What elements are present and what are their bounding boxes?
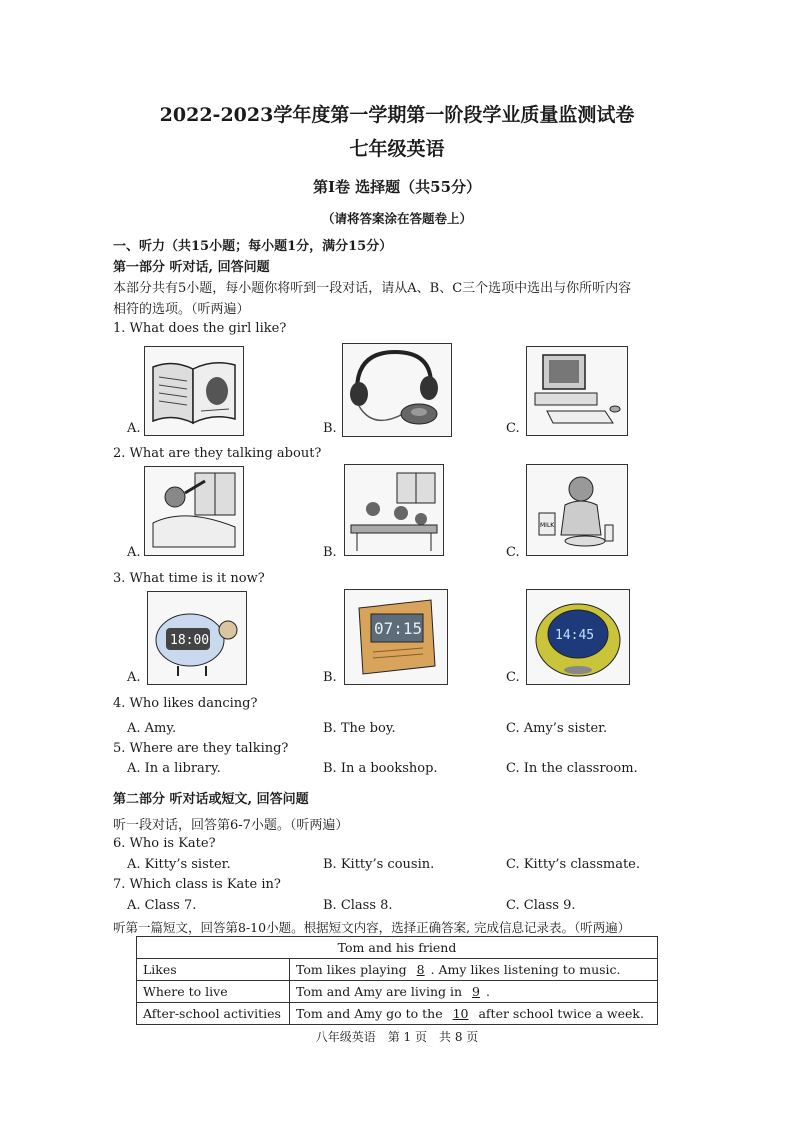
q7-option-a: A. Class 7. — [127, 898, 197, 913]
question-4: 4. Who likes dancing? — [113, 696, 258, 711]
question-6: 6. Who is Kate? — [113, 836, 216, 851]
clock-b-time: 07:15 — [374, 619, 423, 638]
option-b-label: B. — [323, 670, 337, 685]
q7-option-b: B. Class 8. — [323, 898, 393, 913]
computer-icon — [527, 347, 627, 435]
listening-heading: 一、听力（共15小题；每小题1分，满分15分） — [113, 239, 393, 254]
exam-subject: 七年级英语 — [349, 138, 445, 160]
sheep-clock-picture — [147, 591, 247, 685]
part1-intro-line1: 本部分共有5小题，每小题你将听到一段对话，请从A、B、C三个选项中选出与你所听内容 — [113, 281, 632, 296]
table-row — [137, 981, 658, 1003]
option-c-label: C. — [506, 421, 520, 436]
clock-c-time: 14:45 — [555, 628, 595, 643]
option-b-label: B. — [323, 421, 337, 436]
answer-blank-9[interactable]: 9 — [472, 984, 480, 999]
exam-title: 2022-2023学年度第一学期第一阶段学业质量监测试卷 — [159, 104, 635, 126]
round-clock-icon — [527, 590, 629, 684]
answer-blank-8[interactable]: 8 — [416, 962, 425, 977]
computer-picture — [526, 346, 628, 436]
option-b-label: B. — [323, 545, 337, 560]
open-book-icon — [145, 347, 243, 435]
page-footer: 八年级英语 第 1 页 共 8 页 — [315, 1030, 479, 1044]
question-7: 7. Which class is Kate in? — [113, 877, 281, 892]
breakfast-icon — [527, 465, 627, 555]
part1-heading: 第一部分 听对话, 回答问题 — [113, 260, 270, 275]
question-1: 1. What does the girl like? — [113, 321, 287, 336]
sheep-clock-icon — [148, 592, 246, 684]
option-c-label: C. — [506, 670, 520, 685]
book-picture — [144, 346, 244, 436]
breakfast-picture — [526, 464, 628, 556]
table-title-row — [137, 937, 658, 959]
headphones-icon — [343, 344, 451, 436]
question-3: 3. What time is it now? — [113, 571, 265, 586]
row-label: After-school activities — [137, 1003, 290, 1025]
q5-option-a: A. In a library. — [127, 761, 221, 776]
q6-option-b: B. Kitty’s cousin. — [323, 857, 435, 872]
classroom-icon — [345, 465, 443, 555]
table-title: Tom and his friend — [137, 937, 658, 959]
bed-wakeup-icon — [145, 467, 243, 555]
table-row — [137, 1003, 658, 1025]
option-a-label: A. — [127, 545, 141, 560]
part-title: 第I卷 选择题（共55分） — [312, 178, 482, 196]
q5-option-c: C. In the classroom. — [506, 761, 638, 776]
answer-note: （请将答案涂在答题卷上） — [321, 211, 472, 226]
q6-option-c: C. Kitty’s classmate. — [506, 857, 641, 872]
question-2: 2. What are they talking about? — [113, 446, 322, 461]
part1-intro-line2: 相符的选项。（听两遍） — [113, 302, 250, 317]
q7-option-c: C. Class 9. — [506, 898, 576, 913]
row-content: Tom likes playing 8 . Amy likes listening to music. — [290, 959, 658, 981]
clock-a-time: 18:00 — [170, 633, 210, 648]
row-label: Likes — [137, 959, 290, 981]
q4-option-c: C. Amy’s sister. — [506, 721, 608, 736]
digital-clock-icon — [345, 590, 447, 684]
q5-option-b: B. In a bookshop. — [323, 761, 438, 776]
row-content: Tom and Amy go to the 10 after school twice a week. — [290, 1003, 658, 1025]
info-record-table — [136, 936, 658, 1025]
row-content: Tom and Amy are living in 9 . — [290, 981, 658, 1003]
table-clock-picture — [344, 589, 448, 685]
q4-option-a: A. Amy. — [127, 721, 177, 736]
answer-blank-10[interactable]: 10 — [452, 1006, 469, 1021]
option-c-label: C. — [506, 545, 520, 560]
part2-intro: 听一段对话，回答第6-7小题。（听两遍） — [113, 818, 349, 833]
classroom-picture — [344, 464, 444, 556]
waking-up-picture — [144, 466, 244, 556]
row-label: Where to live — [137, 981, 290, 1003]
option-a-label: A. — [127, 421, 141, 436]
option-a-label: A. — [127, 670, 141, 685]
q4-option-b: B. The boy. — [323, 721, 396, 736]
table-row — [137, 959, 658, 981]
headphones-picture — [342, 343, 452, 437]
passage-intro: 听第一篇短文，回答第8-10小题。根据短文内容，选择正确答案, 完成信息记录表。（听两遍） — [113, 920, 631, 935]
question-5: 5. Where are they talking? — [113, 741, 289, 756]
round-clock-picture — [526, 589, 630, 685]
part2-heading: 第二部分 听对话或短文, 回答问题 — [113, 792, 309, 807]
q6-option-a: A. Kitty’s sister. — [127, 857, 231, 872]
milk-label: MILK — [540, 522, 555, 529]
